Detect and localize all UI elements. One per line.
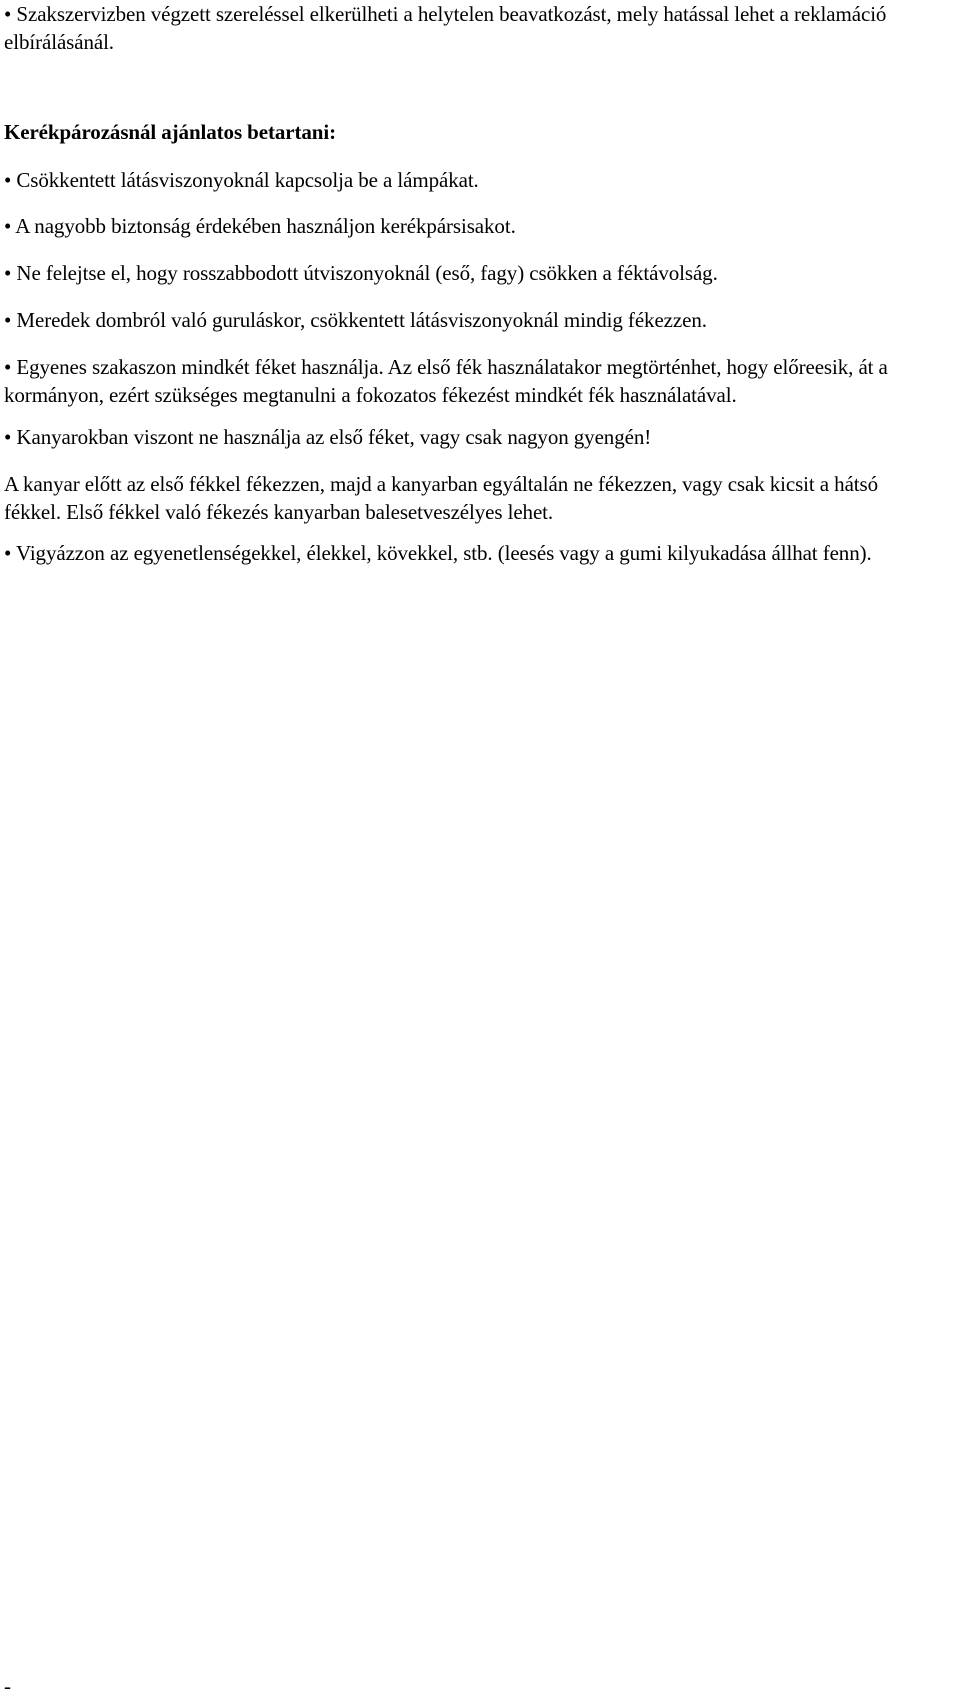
bullet-helmet: • A nagyobb biztonság érdekében használjon kerékpársisakot. (4, 214, 516, 238)
footer-mark: - (4, 1674, 11, 1698)
paragraph-curve-braking: A kanyar előtt az első fékkel fékezzen, majd a kanyarban egyáltalán ne fékezzen, vagy csak kicsit a hátsó fékkel. Első fékkel való fékezés kanyarban balesetveszélyes lehet. (4, 472, 879, 524)
bullet-obstacles: • Vigyázzon az egyenetlenségekkel, élekkel, kövekkel, stb. (leesés vagy a gumi kilyukadása állhat fenn). (4, 541, 872, 565)
bullet-curves: • Kanyarokban viszont ne használja az első féket, vagy csak nagyon gyengén! (4, 425, 652, 449)
bullet-straight-braking: • Egyenes szakaszon mindkét féket használja. Az első fék használatakor megtörténhet, hogy előreesik, át a kormányon, ezért szükséges megtanulni a fokozatos fékezést mindkét fék használatával. (4, 355, 888, 407)
bullet-braking-distance: • Ne felejtse el, hogy rosszabbodott útviszonyoknál (eső, fagy) csökken a féktávolság. (4, 261, 718, 285)
bullet-downhill: • Meredek dombról való guruláskor, csökkentett látásviszonyoknál mindig fékezzen. (4, 308, 707, 332)
section-heading: Kerékpározásnál ajánlatos betartani: (4, 120, 336, 144)
bullet-lights: • Csökkentett látásviszonyoknál kapcsolja be a lámpákat. (4, 168, 479, 192)
paragraph-service: • Szakszervizben végzett szereléssel elkerülheti a helytelen beavatkozást, mely hatással lehet a reklamáció elbírálásánál. (4, 2, 887, 54)
